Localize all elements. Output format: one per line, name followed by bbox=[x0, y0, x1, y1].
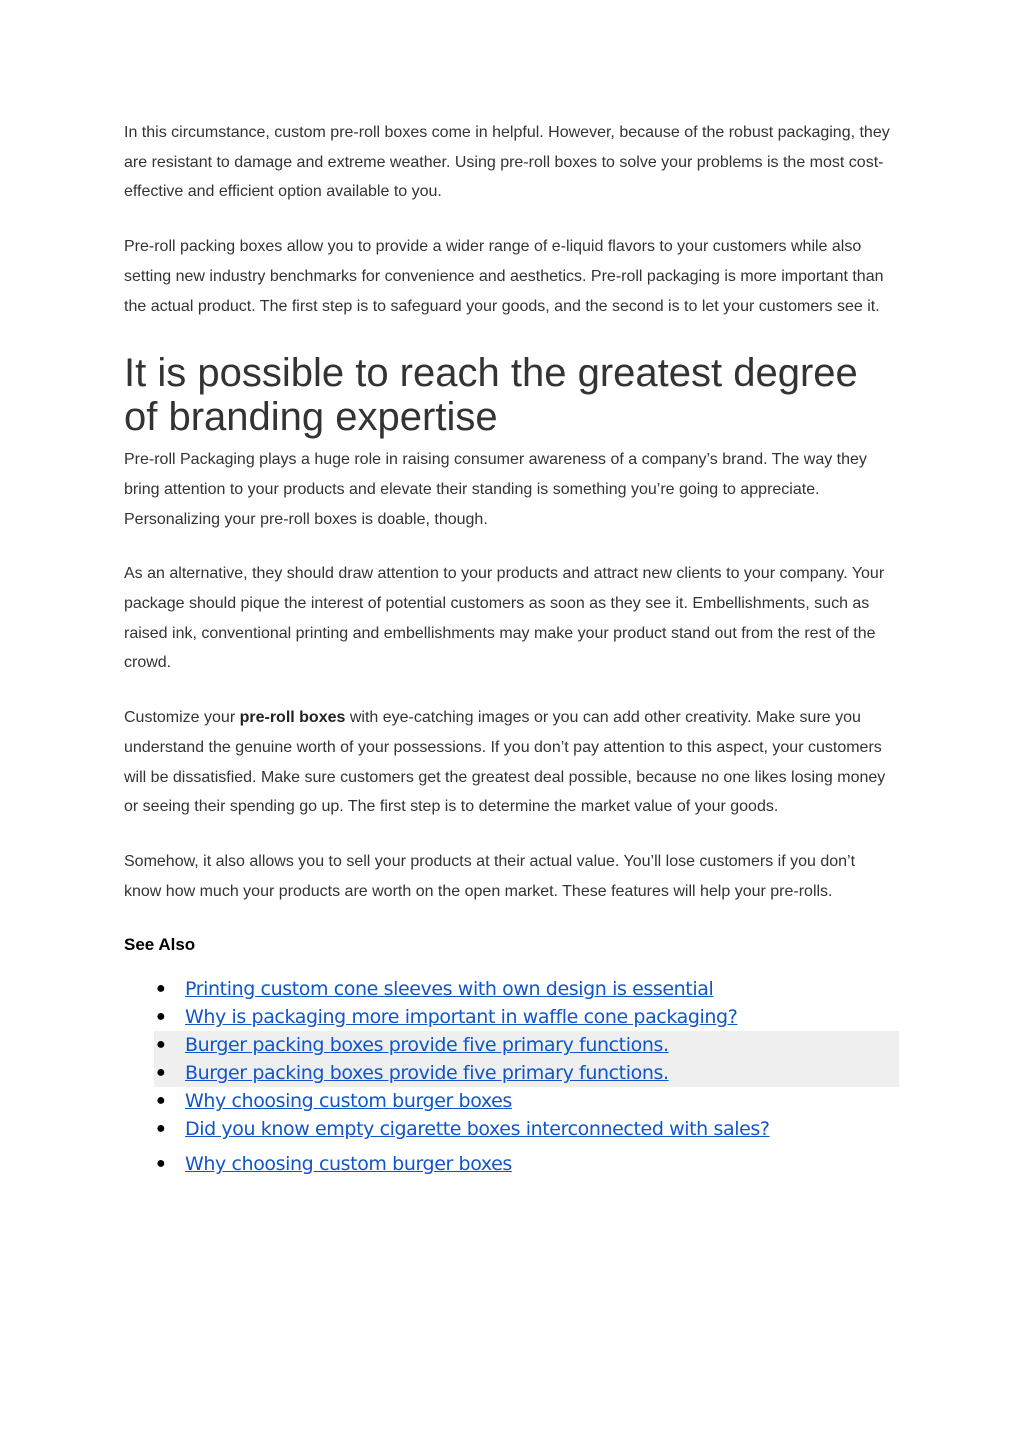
bullet-icon: ● bbox=[156, 1092, 166, 1110]
bold-keyword: pre-roll boxes bbox=[239, 709, 346, 727]
body-paragraph-3 bbox=[124, 703, 894, 822]
see-also-link[interactable]: Burger packing boxes provide five primary functions. bbox=[185, 1062, 669, 1085]
list-item bbox=[154, 1087, 899, 1115]
body-paragraph-2: As an alternative, they should draw attention to your products and attract new clients to your company. Your package should pique the interest of potential customers as soon as they see it. Embellishments, such as raised ink, conventional printing and embellishments may make your product stand out from the rest of the crowd. bbox=[124, 565, 885, 672]
see-also-link[interactable]: Did you know empty cigarette boxes interconnected with sales? bbox=[185, 1118, 770, 1141]
intro-paragraph-2: Pre-roll packing boxes allow you to provide a wider range of e-liquid flavors to your customers while also setting new industry benchmarks for convenience and aesthetics. Pre-roll packaging is more important than the actual product. The first step is to safeguard your goods, and the second is to let your customers see it. bbox=[124, 238, 884, 315]
see-also-link[interactable]: Printing custom cone sleeves with own design is essential bbox=[185, 978, 714, 1001]
section-heading: It is possible to reach the greatest degree of branding expertise bbox=[124, 351, 858, 440]
body-paragraph-1: Pre-roll Packaging plays a huge role in raising consumer awareness of a company’s brand. The way they bring attention to your products and elevate their standing is something you’re going to appreciate. Personalizing your pre-roll boxes is doable, though. bbox=[124, 451, 867, 528]
list-item bbox=[154, 1059, 899, 1087]
intro-paragraph-1: In this circumstance, custom pre-roll boxes come in helpful. However, because of the robust packaging, they are resistant to damage and extreme weather. Using pre-roll boxes to solve your problems is the most cost-effective and efficient option available to you. bbox=[124, 124, 890, 201]
list-item bbox=[154, 1003, 899, 1031]
bullet-icon: ● bbox=[156, 1036, 166, 1054]
document-page bbox=[124, 118, 894, 1178]
bullet-icon: ● bbox=[156, 1155, 166, 1173]
see-also-link[interactable]: Why choosing custom burger boxes bbox=[185, 1090, 512, 1113]
see-also-link[interactable]: Why is packaging more important in waffle cone packaging? bbox=[185, 1006, 738, 1029]
list-item bbox=[154, 1115, 899, 1143]
list-item bbox=[154, 1031, 899, 1059]
list-item bbox=[154, 975, 899, 1003]
list-item bbox=[154, 1150, 899, 1178]
see-also-title: See Also bbox=[124, 935, 196, 955]
body-paragraph-4: Somehow, it also allows you to sell your products at their actual value. You’ll lose customers if you don’t know how much your products are worth on the open market. These features will help your pre-rolls. bbox=[124, 852, 856, 900]
bullet-icon: ● bbox=[156, 1064, 166, 1082]
body-paragraph-3-start: Customize your bbox=[124, 709, 240, 727]
see-also-link[interactable]: Burger packing boxes provide five primary functions. bbox=[185, 1034, 669, 1057]
bullet-icon: ● bbox=[156, 980, 166, 998]
see-also-link[interactable]: Why choosing custom burger boxes bbox=[185, 1153, 512, 1176]
body-paragraph-3-end: with eye-catching images or you can add other creativity. Make sure you understand the genuine worth of your possessions. If you don’t pay attention to this aspect, your customers will be dissatisfied. Make sure customers get the greatest deal possible, because no one likes losing money or seeing their spending go up. The first step is to determine the market value of your goods. bbox=[124, 709, 886, 816]
bullet-icon: ● bbox=[156, 1008, 166, 1026]
see-also-list bbox=[154, 975, 899, 1178]
bullet-icon: ● bbox=[156, 1120, 166, 1138]
